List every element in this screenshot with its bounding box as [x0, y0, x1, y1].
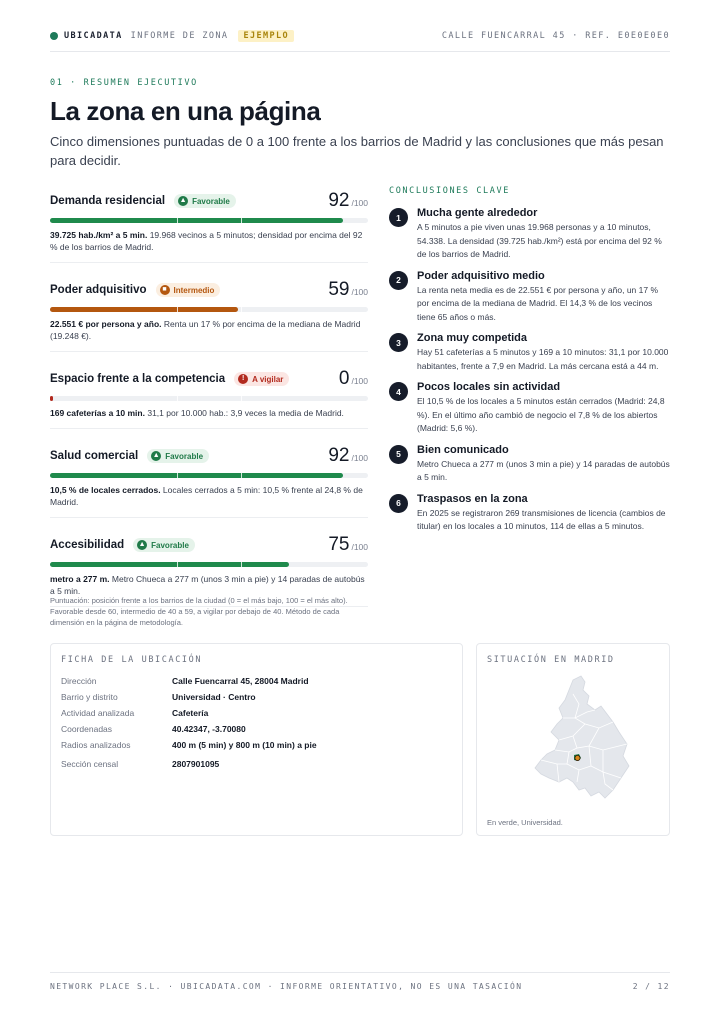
conclusion-item — [389, 207, 671, 262]
threshold-tick — [241, 562, 242, 567]
score-number: 92 — [328, 445, 350, 466]
status-badge-label: Favorable — [151, 540, 189, 550]
score-max: /100 — [351, 453, 368, 463]
score-row — [50, 366, 368, 429]
score-note: Puntuación: posición frente a los barrios de la ciudad (0 = el más bajo, 100 = el más alto). Favorable desde 60, intermedio de 40 a 59, a vigilar por debajo de 40. Método de cada dimensión en la página de metodología. — [50, 596, 348, 627]
conclusion-number: 5 — [389, 445, 408, 464]
conclusion-text: El 10,5 % de los locales a 5 minutos están cerrados (Madrid: 24,8 %). En el último año cambió de negocio el 7,8 % de los abiertos (Madrid: 5,6 %). — [417, 396, 665, 433]
detail-key: Coordenadas — [61, 724, 113, 734]
score-detail: 19.968 vecinos a 5 minutos; densidad por encima del 92 % de los barrios de Madrid. — [50, 230, 363, 252]
conclusion-text: La renta neta media es de 22.551 € por persona y año, un 17 % por encima de la mediana de Madrid. El 14,3 % de los vecinos tiene 65 años o más. — [417, 284, 659, 322]
score-detail: 31,1 por 10.000 hab.: 3,9 veces la media de Madrid. — [144, 408, 344, 418]
detail-key: Sección censal — [61, 759, 119, 769]
status-badge-label: Favorable — [165, 451, 204, 461]
score-bar-fill — [50, 307, 238, 312]
score-value — [328, 534, 368, 556]
favorable-icon: ▲ — [152, 452, 160, 459]
detail-row — [61, 737, 452, 753]
conclusion-title: Traspasos en la zona — [417, 492, 528, 505]
score-value — [328, 279, 368, 301]
conclusion-title: Zona muy competida — [417, 332, 528, 344]
score-number: 75 — [328, 534, 350, 555]
threshold-tick — [241, 396, 242, 401]
score-key-figure: 169 cafeterías a 10 min. — [50, 408, 145, 418]
sample-tag: EJEMPLO — [238, 30, 294, 42]
detail-value: Universidad · Centro — [172, 692, 256, 702]
detail-key: Dirección — [61, 676, 97, 686]
conclusion-item — [389, 493, 671, 534]
score-key-figure: metro a 277 m. — [50, 574, 110, 584]
report-header — [50, 28, 670, 44]
detail-row — [61, 673, 452, 689]
intermediate-icon: ■ — [160, 285, 170, 295]
conclusion-title: Mucha gente alrededor — [417, 207, 538, 219]
score-list — [50, 188, 368, 607]
favorable-icon: ▲ — [138, 541, 146, 548]
detail-row — [61, 705, 452, 721]
score-bar — [50, 562, 368, 567]
footer-divider — [50, 972, 670, 973]
score-header — [50, 443, 368, 469]
conclusion-item — [389, 270, 671, 325]
conclusion-text: En 2025 se registraron 269 transmisiones de licencia (cambios de titular) en los locales a 10 minutos, 114 de ellas a 5 minutos. — [417, 507, 666, 531]
report-type: INFORME DE ZONA — [130, 31, 229, 41]
detail-key: Barrio y distrito — [61, 692, 118, 702]
threshold-tick — [241, 307, 242, 312]
threshold-tick — [177, 307, 178, 312]
section-eyebrow: 01 · RESUMEN EJECUTIVO — [50, 78, 198, 88]
score-header — [50, 188, 368, 214]
detail-value: Cafetería — [172, 708, 209, 718]
score-row — [50, 443, 368, 518]
location-card-label: FICHA DE LA UBICACIÓN — [61, 655, 203, 665]
header-divider — [50, 51, 670, 52]
threshold-tick — [177, 473, 178, 478]
score-row — [50, 277, 368, 352]
conclusions-list — [389, 207, 671, 534]
key-conclusions — [389, 186, 671, 542]
score-header — [50, 366, 368, 392]
conclusion-number: 1 — [389, 208, 408, 227]
threshold-tick — [177, 562, 178, 567]
madrid-map — [529, 674, 631, 806]
favorable-icon: ▲ — [179, 197, 187, 204]
score-name: Accesibilidad — [50, 539, 125, 551]
location-marker — [575, 755, 580, 760]
madrid-boundary — [535, 676, 629, 798]
detail-row — [61, 721, 452, 737]
score-detail: Locales cerrados a 5 min: 10,5 % frente al 24,8 % de Madrid. — [50, 485, 363, 507]
score-bar-fill — [50, 562, 289, 567]
conclusion-number: 6 — [389, 494, 408, 513]
score-name: Espacio frente a la competencia — [50, 373, 226, 385]
status-badge-label: Favorable — [192, 196, 230, 206]
detail-value: 400 m (5 min) y 800 m (10 min) a pie — [172, 740, 317, 750]
score-detail: Renta un 17 % por encima de la mediana de Madrid (19.248 €). — [50, 319, 361, 341]
conclusion-text: Metro Chueca a 277 m (unos 3 min a pie) y 14 paradas de autobús a 5 min. — [417, 458, 670, 482]
score-description — [50, 407, 368, 428]
detail-key: Actividad analizada — [61, 708, 135, 718]
score-description — [50, 229, 368, 262]
brand-name: UBICADATA — [64, 31, 123, 41]
location-card — [50, 643, 463, 836]
threshold-tick — [241, 218, 242, 223]
score-max: /100 — [351, 376, 368, 386]
detail-key: Radios analizados — [61, 740, 131, 750]
conclusions-label: CONCLUSIONES CLAVE — [389, 186, 510, 196]
conclusion-title: Pocos locales sin actividad — [417, 381, 561, 393]
score-bar — [50, 396, 368, 401]
map-caption: En verde, Universidad. — [487, 818, 563, 827]
threshold-tick — [177, 396, 178, 401]
conclusion-item — [389, 332, 671, 373]
score-header — [50, 277, 368, 303]
city-map-card — [476, 643, 670, 836]
page-title: La zona en una página — [50, 96, 321, 126]
score-description — [50, 484, 368, 517]
conclusion-item — [389, 444, 671, 485]
conclusion-text: Hay 51 cafeterías a 5 minutos y 169 a 10 minutos: 31,1 por 10.000 habitantes, frente a 7,9 en Madrid. La más cercana está a 44 m. — [417, 347, 669, 371]
detail-value: Calle Fuencarral 45, 28004 Madrid — [172, 676, 309, 686]
score-detail: Metro Chueca a 277 m (unos 3 min a pie) y 14 paradas de autobús a 5 min. — [50, 574, 365, 596]
score-header — [50, 532, 368, 558]
detail-value: 40.42347, -3.70080 — [172, 724, 246, 734]
status-badge — [174, 194, 236, 208]
page-number: 2 / 12 — [632, 982, 670, 991]
detail-row — [61, 756, 452, 772]
score-max: /100 — [351, 198, 368, 208]
score-bar — [50, 307, 368, 312]
conclusion-number: 2 — [389, 271, 408, 290]
threshold-tick — [241, 473, 242, 478]
score-number: 92 — [328, 190, 350, 211]
location-details — [61, 673, 452, 772]
status-badge — [234, 372, 289, 386]
conclusion-number: 4 — [389, 382, 408, 401]
detail-value: 2807901095 — [172, 759, 220, 769]
status-badge-label: A vigilar — [252, 374, 284, 384]
brand-dot-icon — [50, 32, 58, 40]
threshold-tick — [177, 218, 178, 223]
score-key-figure: 22.551 € por persona y año. — [50, 319, 162, 329]
score-name: Demanda residencial — [50, 195, 166, 207]
score-bar-fill — [50, 396, 53, 401]
score-bar-fill — [50, 218, 343, 223]
score-max: /100 — [351, 542, 368, 552]
score-value — [328, 190, 368, 212]
conclusion-item — [389, 381, 671, 436]
map-label: SITUACIÓN EN MADRID — [487, 655, 615, 665]
status-badge — [156, 283, 221, 297]
score-number: 0 — [338, 368, 350, 389]
page-footer — [50, 982, 670, 991]
score-name: Poder adquisitivo — [50, 284, 147, 296]
warning-icon: ! — [238, 374, 248, 384]
score-key-figure: 39.725 hab./km² a 5 min. — [50, 230, 148, 240]
conclusion-title: Bien comunicado — [417, 443, 509, 456]
score-key-figure: 10,5 % de locales cerrados. — [50, 485, 161, 495]
score-row — [50, 188, 368, 263]
score-bar-fill — [50, 473, 343, 478]
conclusion-text: A 5 minutos a pie viven unas 19.968 personas y a 10 minutos, 54.338. La densidad (39.725 hab./km²) está por encima del 92 % de los barrios de Madrid. — [417, 222, 662, 259]
status-badge — [133, 538, 195, 552]
score-value — [339, 368, 368, 390]
detail-row — [61, 689, 452, 705]
address-reference: CALLE FUENCARRAL 45 · REF. E0E0E0E0 — [441, 31, 670, 41]
score-max: /100 — [351, 287, 368, 297]
score-bar — [50, 473, 368, 478]
conclusion-number: 3 — [389, 333, 408, 352]
status-badge-label: Intermedio — [173, 285, 215, 295]
score-value — [328, 445, 368, 467]
footer-legal: NETWORK PLACE S.L. · UBICADATA.COM · INFORME ORIENTATIVO, NO ES UNA TASACIÓN — [50, 982, 523, 991]
score-bar — [50, 218, 368, 223]
score-description — [50, 318, 368, 351]
score-name: Salud comercial — [50, 450, 139, 462]
page-subtitle: Cinco dimensiones puntuadas de 0 a 100 frente a los barrios de Madrid y las conclusiones que más pesan para decidir. — [50, 134, 664, 168]
conclusion-title: Poder adquisitivo medio — [417, 269, 545, 282]
status-badge — [147, 449, 209, 463]
score-number: 59 — [328, 279, 350, 300]
